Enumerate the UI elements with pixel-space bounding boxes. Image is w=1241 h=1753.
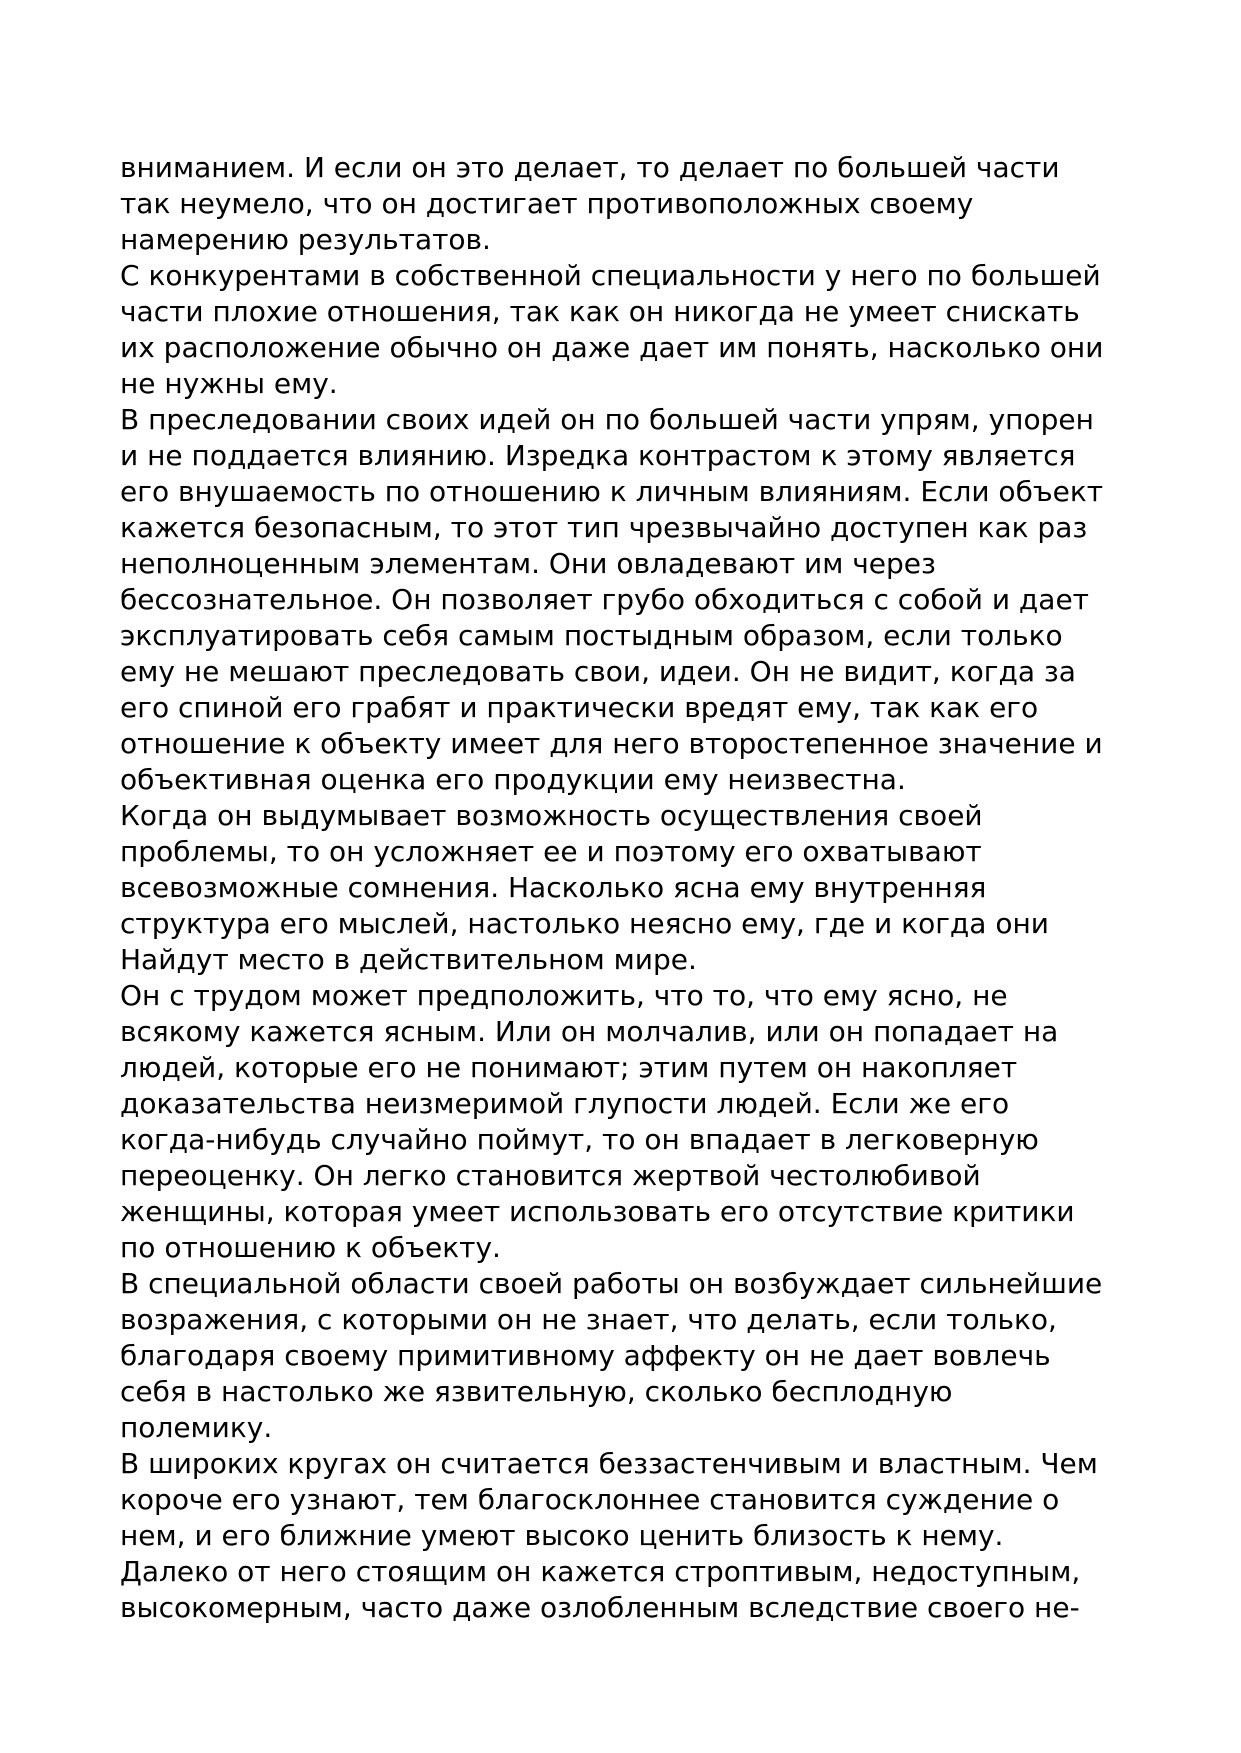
text-line: благодаря своему примитивному аффекту он не дает вовлечь [120,1339,1051,1372]
text-line: женщины, которая умеет использовать его отсутствие критики [120,1195,1075,1228]
text-line: Далеко от него стоящим он кажется строптивым, недоступным, [120,1555,1081,1588]
text-line: проблемы, то он усложняет ее и поэтому его охватывают [120,835,982,868]
text-line: переоценку. Он легко становится жертвой честолюбивой [120,1159,981,1192]
text-line: ему не мешают преследовать свои, идеи. Он не видит, когда за [120,655,1076,688]
text-line: части плохие отношения, так как он никогда не умеет снискать [120,295,1080,328]
text-line: неполноценным элементам. Они овладевают им через [120,547,936,580]
text-line: Он с трудом может предположить, что то, что ему ясно, не [120,979,1008,1012]
text-line: кажется безопасным, то этот тип чрезвычайно доступен как раз [120,511,1088,544]
text-line: когда-нибудь случайно поймут, то он впадает в легковерную [120,1123,1039,1156]
body-text [120,150,1140,1626]
text-line: бессознательное. Он позволяет грубо обходиться с собой и дает [120,583,1089,616]
text-line: доказательства неизмеримой глупости людей. Если же его [120,1087,1010,1120]
text-line: В преследовании своих идей он по большей части упрям, упорен [120,403,1094,436]
text-line: отношение к объекту имеет для него второстепенное значение и [120,727,1103,760]
text-line: его внушаемость по отношению к личным влияниям. Если объект [120,475,1104,508]
text-line: объективная оценка его продукции ему неизвестна. [120,763,906,796]
text-line: себя в настолько же язвительную, сколько бесплодную [120,1375,953,1408]
text-line: возражения, с которыми он не знает, что делать, если только, [120,1303,1057,1336]
text-line: Когда он выдумывает возможность осуществления своей [120,799,983,832]
text-line: всевозможные сомнения. Насколько ясна ему внутренняя [120,871,987,904]
text-line: вниманием. И если он это делает, то делает по большей части [120,151,1060,184]
text-line: их расположение обычно он даже дает им понять, насколько они [120,331,1104,364]
text-line: намерению результатов. [120,223,491,256]
text-line: Найдут место в действительном мире. [120,943,697,976]
text-line: его спиной его грабят и практически вредят ему, так как его [120,691,1039,724]
text-line: В специальной области своей работы он возбуждает сильнейшие [120,1267,1103,1300]
text-line: всякому кажется ясным. Или он молчалив, или он попадает на [120,1015,1059,1048]
text-line: С конкурентами в собственной специальности у него по большей [120,259,1101,292]
text-line: полемику. [120,1411,273,1444]
text-line: эксплуатировать себя самым постыдным образом, если только [120,619,1063,652]
text-line: структура его мыслей, настолько неясно ему, где и когда они [120,907,1049,940]
text-line: нем, и его ближние умеют высоко ценить близость к нему. [120,1519,1004,1552]
text-line: не нужны ему. [120,367,338,400]
text-line: В широких кругах он считается беззастенчивым и властным. Чем [120,1447,1098,1480]
text-line: и не поддается влиянию. Изредка контрастом к этому является [120,439,1076,472]
text-line: людей, которые его не понимают; этим путем он накопляет [120,1051,1018,1084]
text-line: по отношению к объекту. [120,1231,501,1264]
text-line: короче его узнают, тем благосклоннее становится суждение о [120,1483,1060,1516]
text-line: так неумело, что он достигает противоположных своему [120,187,974,220]
text-line: высокомерным, часто даже озлобленным вследствие своего не- [120,1591,1080,1624]
